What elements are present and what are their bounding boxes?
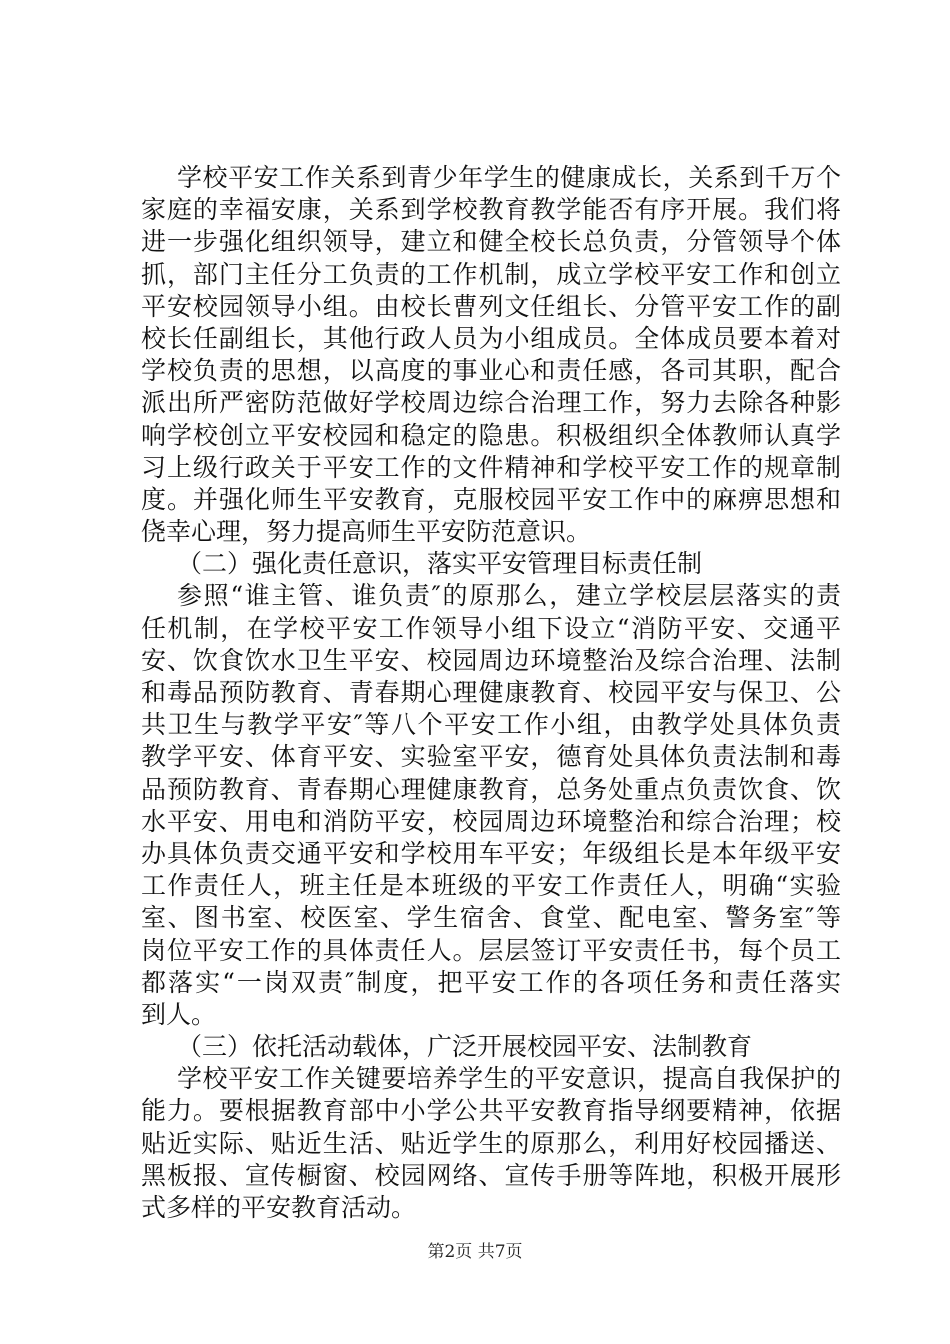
section-heading: （三）依托活动载体，广泛开展校园平安、法制教育 — [177, 1032, 753, 1062]
text-line: 派出所严密防范做好学校周边综合治理工作，努力去除各种影 — [141, 388, 841, 418]
text-line: 品预防教育、青春期心理健康教育，总务处重点负责饮食、饮 — [141, 774, 841, 804]
text-line: 工作责任人，班主任是本班级的平安工作责任人，明确“实验 — [141, 871, 841, 901]
text-line: 习上级行政关于平安工作的文件精神和学校平安工作的规章制 — [141, 452, 841, 482]
text-line: 到人。 — [141, 999, 217, 1029]
text-line: 响学校创立平安校园和稳定的隐患。积极组织全体教师认真学 — [141, 420, 841, 450]
text-line: 都落实“一岗双责″制度，把平安工作的各项任务和责任落实 — [141, 967, 841, 997]
text-line: 学校平安工作关系到青少年学生的健康成长，关系到千万个 — [177, 163, 841, 192]
text-line: 室、图书室、校医室、学生宿舍、食堂、配电室、警务室″等 — [141, 903, 841, 933]
text-line: 任机制，在学校平安工作领导小组下设立“消防平安、交通平 — [141, 613, 841, 643]
text-line: 家庭的幸福安康，关系到学校教育教学能否有序开展。我们将 — [141, 195, 841, 225]
text-line: 抓，部门主任分工负责的工作机制，成立学校平安工作和创立 — [141, 259, 841, 289]
page-number: 第2页 共7页 — [427, 1242, 523, 1262]
text-line: 平安校园领导小组。由校长曹列文任组长、分管平安工作的副 — [141, 291, 841, 321]
text-line: 教学平安、体育平安、实验室平安，德育处具体负责法制和毒 — [141, 742, 841, 772]
section-heading: （二）强化责任意识，落实平安管理目标责任制 — [177, 549, 703, 579]
text-line: 参照“谁主管、谁负责″的原那么，建立学校层层落实的责 — [177, 581, 841, 611]
text-line: 度。并强化师生平安教育，克服校园平安工作中的麻痹思想和 — [141, 484, 841, 514]
text-line: 学校负责的思想，以高度的事业心和责任感，各司其职，配合 — [141, 356, 841, 386]
text-line: 侥幸心理，努力提高师生平安防范意识。 — [141, 517, 592, 547]
text-line: 安、饮食饮水卫生平安、校园周边环境整治及综合治理、法制 — [141, 645, 841, 675]
text-line: 黑板报、宣传橱窗、校园网络、宣传手册等阵地，积极开展形 — [141, 1160, 841, 1190]
body-text — [141, 162, 841, 1224]
text-line: 能力。要根据教育部中小学公共平安教育指导纲要精神，依据 — [141, 1096, 841, 1126]
text-line: 和毒品预防教育、青春期心理健康教育、校园平安与保卫、公 — [141, 678, 841, 707]
text-line: 岗位平安工作的具体责任人。层层签订平安责任书，每个员工 — [141, 935, 841, 965]
text-line: 学校平安工作关键要培养学生的平安意识，提高自我保护的 — [177, 1064, 841, 1094]
text-line: 水平安、用电和消防平安，校园周边环境整治和综合治理；校 — [141, 806, 841, 836]
text-line: 进一步强化组织领导，建立和健全校长总负责，分管领导个体 — [141, 227, 841, 257]
text-line: 共卫生与教学平安″等八个平安工作小组，由教学处具体负责 — [141, 710, 841, 740]
text-line: 式多样的平安教育活动。 — [141, 1193, 417, 1222]
text-line: 办具体负责交通平安和学校用车平安；年级组长是本年级平安 — [141, 838, 841, 868]
text-line: 贴近实际、贴近生活、贴近学生的原那么，利用好校园播送、 — [141, 1128, 841, 1158]
text-line: 校长任副组长，其他行政人员为小组成员。全体成员要本着对 — [141, 323, 841, 353]
